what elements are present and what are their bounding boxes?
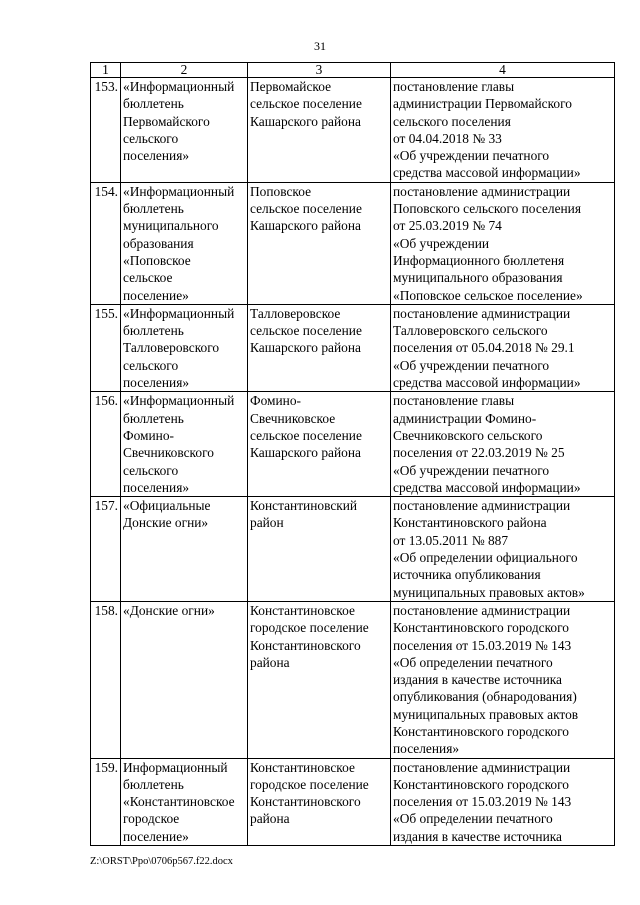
text-line: Фомино- (250, 393, 301, 409)
text-line: городское поселение (250, 776, 369, 792)
municipality-cell (248, 601, 391, 758)
text-line: «Об определении печатного (393, 654, 553, 670)
text-line: городское (123, 811, 180, 827)
text-line: «Об определении печатного (393, 811, 553, 827)
text-line: Кашарского района (250, 218, 361, 234)
text-line: Кашарского района (250, 445, 361, 461)
text-line: бюллетень (123, 776, 184, 792)
table-row (91, 497, 615, 602)
row-number: 155. (91, 304, 121, 391)
text-line: Кашарского района (250, 113, 361, 129)
text-line: муниципального образования (393, 270, 563, 286)
text-line: «Поповское (123, 252, 191, 268)
municipality-cell (248, 497, 391, 602)
text-line: «Информационный (123, 79, 235, 94)
text-line: Талловеровское (250, 305, 341, 321)
text-line: «Информационный (123, 305, 235, 321)
text-line: бюллетень (123, 323, 184, 339)
text-line: района (250, 811, 290, 827)
page-number: 31 (314, 39, 326, 53)
column-header: 1 (91, 63, 121, 78)
text-line: «Константиновское (123, 794, 235, 810)
row-number: 156. (91, 392, 121, 497)
text-line: средства массовой информации» (393, 479, 581, 495)
text-line: район (250, 515, 284, 531)
text-line: Константиновского городского (393, 620, 569, 636)
text-line: поселение» (123, 287, 189, 303)
text-line: сельское (123, 270, 173, 286)
text-line: Талловеровского (123, 340, 220, 356)
text-line: издания в качестве источника (393, 672, 562, 688)
table-row (91, 304, 615, 391)
column-header: 3 (248, 63, 391, 78)
text-line: средства массовой информации» (393, 375, 581, 391)
text-line: Поповского сельского поселения (393, 201, 582, 217)
text-line: постановление администрации (393, 759, 571, 775)
legal-act-cell (391, 78, 615, 183)
text-line: «Об учреждении печатного (393, 462, 550, 478)
text-line: Кашарского района (250, 340, 361, 356)
table-row (91, 392, 615, 497)
text-line: поселение» (123, 828, 189, 844)
text-line: «Информационный (123, 393, 235, 409)
text-line: «Об учреждении (393, 235, 490, 251)
text-line: от 25.03.2019 № 74 (393, 218, 502, 234)
legal-act-cell (391, 758, 615, 845)
municipality-cell (248, 392, 391, 497)
text-line: средства массовой информации» (393, 165, 581, 181)
text-line: муниципального (123, 218, 219, 234)
row-number: 158. (91, 601, 121, 758)
row-number: 157. (91, 497, 121, 602)
text-line: района (250, 654, 290, 670)
table-row (91, 182, 615, 304)
text-line: Первомайское (250, 79, 332, 94)
text-line: сельского поселения (393, 113, 511, 129)
text-line: Информационного бюллетеня (393, 252, 565, 268)
legal-act-cell (391, 304, 615, 391)
text-line: издания в качестве источника (393, 828, 562, 844)
text-line: Свечниковского (123, 445, 214, 461)
text-line: постановление администрации (393, 305, 571, 321)
legal-act-cell (391, 182, 615, 304)
text-line: Константиновское (250, 759, 355, 775)
text-line: Константиновского (250, 794, 361, 810)
row-number: 154. (91, 182, 121, 304)
text-line: Константиновский (250, 498, 358, 514)
text-line: Первомайского (123, 113, 210, 129)
text-line: источника опубликования (393, 567, 541, 583)
municipality-cell (248, 758, 391, 845)
text-line: поселения» (123, 479, 190, 495)
table-body (91, 78, 615, 846)
text-line: поселения от 15.03.2019 № 143 (393, 637, 572, 653)
text-line: образования (123, 235, 194, 251)
text-line: Константиновского городского (393, 776, 569, 792)
text-line: Константиновского (250, 637, 361, 653)
text-line: поселения» (393, 741, 460, 757)
text-line: Поповское (250, 183, 312, 199)
text-line: постановление администрации (393, 602, 571, 618)
text-line: сельское поселение (250, 96, 362, 112)
table-row (91, 758, 615, 845)
text-line: сельского (123, 357, 179, 373)
text-line: постановление администрации (393, 498, 571, 514)
text-line: «Об учреждении печатного (393, 148, 550, 164)
text-line: сельского (123, 462, 179, 478)
registry-table (90, 62, 615, 846)
municipality-cell (248, 78, 391, 183)
table-row (91, 78, 615, 183)
text-line: бюллетень (123, 201, 184, 217)
text-line: муниципальных правовых актов» (393, 584, 585, 600)
text-line: «Официальные (123, 498, 211, 514)
text-line: Свечниковского сельского (393, 427, 543, 443)
publication-name-cell (121, 182, 248, 304)
text-line: бюллетень (123, 410, 184, 426)
text-line: Константиновское (250, 602, 355, 618)
publication-name-cell (121, 758, 248, 845)
municipality-cell (248, 304, 391, 391)
column-header: 4 (391, 63, 615, 78)
text-line: Свечниковское (250, 410, 336, 426)
table-header-row (91, 63, 615, 78)
row-number: 159. (91, 758, 121, 845)
text-line: «Поповское сельское поселение» (393, 287, 583, 303)
text-line: «Донские огни» (123, 602, 215, 618)
text-line: постановление главы (393, 79, 515, 94)
text-line: постановление администрации (393, 183, 571, 199)
text-line: поселения от 05.04.2018 № 29.1 (393, 340, 575, 356)
text-line: сельское поселение (250, 201, 362, 217)
text-line: сельское поселение (250, 427, 362, 443)
row-number: 153. (91, 78, 121, 183)
text-line: от 13.05.2011 № 887 (393, 532, 509, 548)
text-line: администрации Первомайского (393, 96, 572, 112)
text-line: опубликования (обнародования) (393, 689, 577, 705)
text-line: администрации Фомино- (393, 410, 537, 426)
legal-act-cell (391, 601, 615, 758)
text-line: бюллетень (123, 96, 184, 112)
text-line: Донские огни» (123, 515, 209, 531)
publication-name-cell (121, 601, 248, 758)
text-line: городское поселение (250, 620, 369, 636)
text-line: Талловеровского сельского (393, 323, 548, 339)
text-line: Константиновского городского (393, 723, 569, 739)
text-line: сельского (123, 130, 179, 146)
publication-name-cell (121, 78, 248, 183)
text-line: Информационный (123, 759, 228, 775)
footer-file-path: Z:\ORST\Ppo\0706p567.f22.docx (90, 856, 233, 867)
text-line: муниципальных правовых актов (393, 706, 579, 722)
municipality-cell (248, 182, 391, 304)
text-line: постановление главы (393, 393, 515, 409)
publication-name-cell (121, 392, 248, 497)
text-line: «Об определении официального (393, 550, 578, 566)
text-line: поселения» (123, 148, 190, 164)
table-row (91, 601, 615, 758)
publication-name-cell (121, 304, 248, 391)
legal-act-cell (391, 497, 615, 602)
text-line: «Информационный (123, 183, 235, 199)
text-line: сельское поселение (250, 323, 362, 339)
text-line: «Об учреждении печатного (393, 357, 550, 373)
text-line: поселения от 15.03.2019 № 143 (393, 794, 572, 810)
column-header: 2 (121, 63, 248, 78)
publication-name-cell (121, 497, 248, 602)
text-line: от 04.04.2018 № 33 (393, 130, 502, 146)
text-line: поселения от 22.03.2019 № 25 (393, 445, 565, 461)
text-line: поселения» (123, 375, 190, 391)
legal-act-cell (391, 392, 615, 497)
text-line: Фомино- (123, 427, 174, 443)
text-line: Константиновского района (393, 515, 547, 531)
